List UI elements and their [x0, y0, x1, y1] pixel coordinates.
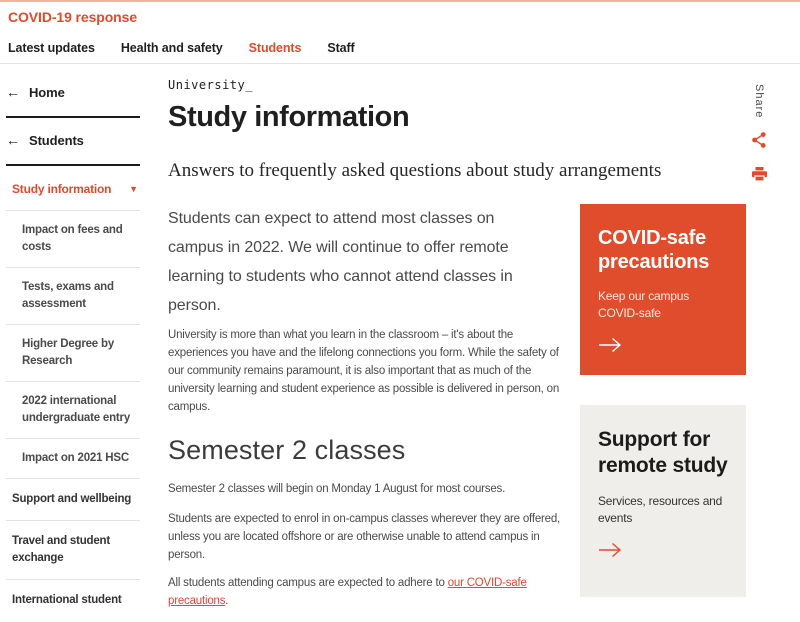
share-icon[interactable]	[752, 132, 766, 153]
sidebar-item-travel-and-student-exchange[interactable]: Travel and student exchange	[6, 520, 140, 579]
nav-item-students[interactable]: Students	[248, 41, 302, 55]
covid-safe-precautions-card[interactable]	[580, 204, 746, 375]
arrow-right-icon	[598, 337, 728, 358]
back-arrow-icon: ←	[6, 84, 20, 100]
sidebar-current-label: Study information	[12, 182, 112, 196]
sidebar-item-support-and-wellbeing[interactable]: Support and wellbeing	[6, 478, 140, 520]
sidebar-item-2022-international-undergraduate-entry[interactable]: 2022 international undergraduate entry	[6, 381, 140, 438]
covid-response-site-title[interactable]: COVID-19 response	[8, 9, 138, 25]
sidebar-item-tests-exams-and-assessment[interactable]: Tests, exams and assessment	[6, 267, 140, 324]
support-for-remote-study-card[interactable]	[580, 405, 746, 597]
paragraph-3-prefix: All students attending campus are expected to adhere to	[168, 577, 448, 589]
sidebar-item-impact-on-fees-and-costs[interactable]: Impact on fees and costs	[6, 210, 140, 267]
sidebar	[6, 78, 140, 621]
chevron-down-icon: ▼	[129, 184, 138, 194]
lead-paragraph: Students can expect to attend most classes on campus in 2022. We will continue to offer remote learning to students who cannot attend classes in person.	[168, 210, 513, 314]
sidebar-back-students[interactable]	[6, 118, 140, 164]
sidebar-back-home[interactable]	[6, 78, 140, 116]
card-title: COVID-safe precautions	[598, 227, 710, 273]
sidebar-item-higher-degree-by-research[interactable]: Higher Degree by Research	[6, 324, 140, 381]
print-icon[interactable]	[752, 167, 767, 186]
university-logo: University_	[168, 78, 253, 92]
paragraph-3-suffix: .	[225, 595, 229, 607]
header-divider	[0, 63, 800, 64]
sidebar-item-impact-on-2021-hsc[interactable]: Impact on 2021 HSC	[6, 438, 140, 478]
sidebar-back-home-label: Home	[29, 85, 65, 100]
back-arrow-icon: ←	[6, 132, 20, 148]
nav-item-staff[interactable]: Staff	[327, 41, 355, 55]
card-title: Support for remote study	[598, 428, 728, 477]
sidebar-item-international-student[interactable]: International student	[6, 579, 140, 621]
semester-paragraph-3	[168, 574, 570, 610]
top-accent-strip	[0, 0, 800, 2]
arrow-right-icon	[598, 542, 728, 563]
card-subtitle: Keep our campus COVID-safe	[598, 289, 690, 320]
semester-paragraph-2: Students are expected to enrol in on-campus classes wherever they are offered, unless you are located offshore or are otherwise unable to attend campus in person.	[168, 513, 561, 561]
top-nav	[8, 41, 355, 55]
page-title: Study information	[168, 101, 410, 133]
covid-safe-precautions-link[interactable]: our COVID-safe precautions	[168, 577, 527, 607]
nav-item-latest-updates[interactable]: Latest updates	[8, 41, 95, 55]
intro-paragraph: University is more than what you learn in the classroom – it's about the experiences you have and the lifelong connections you form. While the safety of our community remains paramount, it is also important that as much of the university learning and student experience as possible is delivered in person, on campus.	[168, 329, 560, 413]
nav-item-health-and-safety[interactable]: Health and safety	[120, 41, 223, 55]
page-subtitle: Answers to frequently asked questions about study arrangements	[168, 160, 662, 181]
sidebar-item-study-information[interactable]	[6, 166, 140, 210]
section-heading-semester-2-classes: Semester 2 classes	[168, 435, 406, 465]
sidebar-back-students-label: Students	[29, 133, 84, 148]
share-rail	[746, 84, 772, 186]
share-label: Share	[753, 84, 765, 119]
card-subtitle: Services, resources and events	[598, 494, 723, 525]
semester-paragraph-1: Semester 2 classes will begin on Monday 1 August for most courses.	[168, 483, 506, 495]
